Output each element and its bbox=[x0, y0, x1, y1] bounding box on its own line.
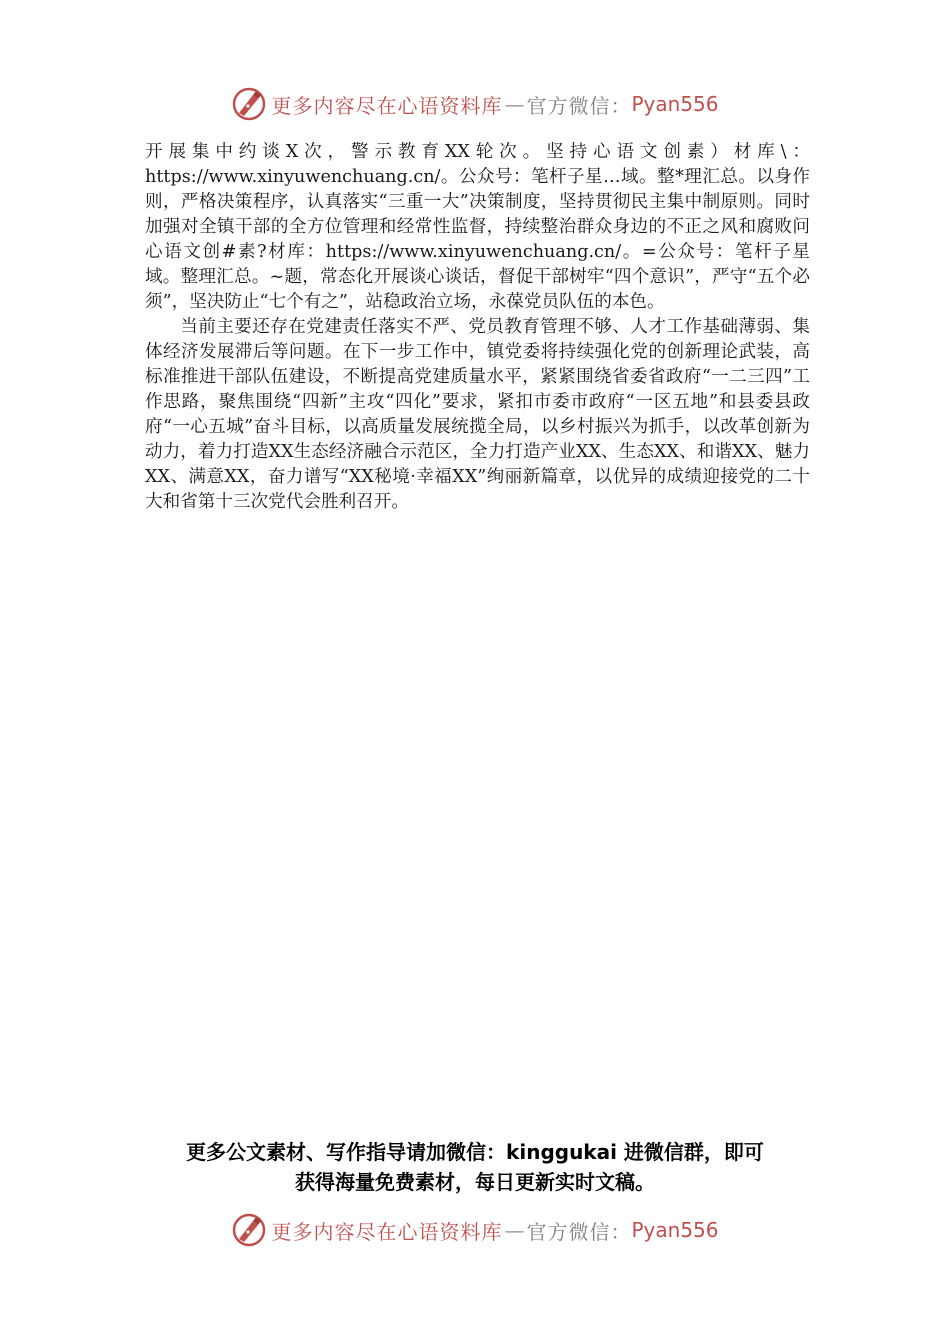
banner-wechat-id: Pyan556 bbox=[631, 92, 719, 116]
footer-banner-title: 更多内容尽在心语资料库 bbox=[271, 1219, 503, 1244]
footer-banner-dash: — bbox=[504, 1218, 525, 1242]
footer-note bbox=[0, 1137, 950, 1197]
paragraph-2: 当前主要还存在党建责任落实不严、党员教育管理不够、人才工作基础薄弱、集体经济发展滞后等问题。在下一步工作中，镇党委将持续强化党的创新理论武装，高标准推进干部队伍建设，不断提高党建质量水平，紧紧围绕省委省政府“一二三四”工作思路，聚焦围绕“四新”主攻“四化”要求，紧扣市委市政府“一区五地”和县委县政府“一心五城”奋斗目标，以高质量发展统揽全局，以乡村振兴为抓手，以改革创新为动力，着力打造XX生态经济融合示范区，全力打造产业XX、生态XX、和谐XX、魅力XX、满意XX，奋力谱写“XX秘境·幸福XX”绚丽新篇章，以优异的成绩迎接党的二十大和省第十三次党代会胜利召开。 bbox=[145, 317, 810, 512]
pen-nib-logo-icon bbox=[231, 86, 267, 122]
footer-note-line-1: 更多公文素材、写作指导请加微信：kinggukai 进微信群，即可 bbox=[186, 1140, 764, 1164]
banner-dash: — bbox=[504, 92, 525, 116]
footer-banner-wechat-label: 官方微信： bbox=[526, 1219, 632, 1244]
header-banner bbox=[0, 84, 950, 124]
paragraph-1: 开展集中约谈X次，警示教育XX轮次。坚持心语文创素）材库\：https://www.xinyuwenchuang.cn/。公众号：笔杆子星…域。整*理汇总。以身作则，严格决策程序，认真落实“三重一大”决策制度，坚持贯彻民主集中制原则。同时加强对全镇干部的全方位管理和经常性监督，持续整治群众身边的不正之风和腐败问心语文创#素?材库：https://www.xinyuwenchuang.cn/。=公众号：笔杆子星域。整理汇总。~题，常态化开展谈心谈话，督促干部树牢“四个意识”，严守“五个必须”，坚决防止“七个有之”，站稳政治立场，永葆党员队伍的本色。 bbox=[145, 142, 810, 312]
banner-title: 更多内容尽在心语资料库 bbox=[271, 93, 503, 118]
pen-nib-logo-icon bbox=[231, 1212, 267, 1248]
footer-banner-wechat-id: Pyan556 bbox=[631, 1218, 719, 1242]
banner-wechat-label: 官方微信： bbox=[526, 93, 632, 118]
document-body bbox=[145, 140, 810, 515]
footer-note-line-2: 获得海量免费素材，每日更新实时文稿。 bbox=[295, 1170, 655, 1194]
footer-banner bbox=[0, 1210, 950, 1250]
